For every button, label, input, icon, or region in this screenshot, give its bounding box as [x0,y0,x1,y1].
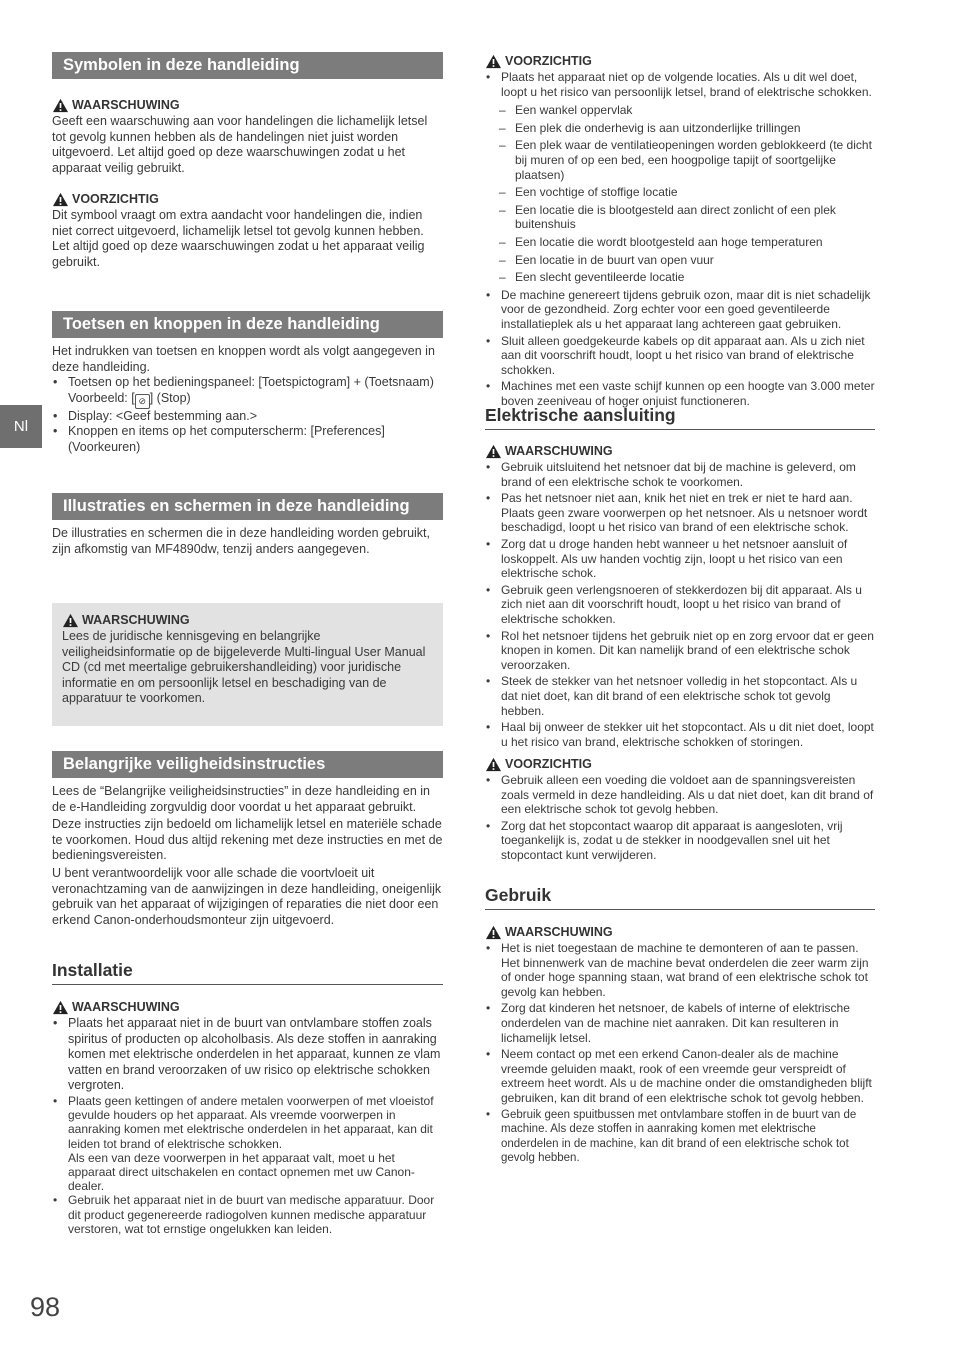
illustrations-content [52,526,443,557]
keys-content [52,344,443,456]
list-item: • Steek de stekker van het netsnoer volledig in het stopcontact. Als u dat niet doet, kan dit brand of een elektrische schok tot gevolg hebben. [485,674,875,718]
unsuitable-locations-list [485,103,875,285]
warning-label: WAARSCHUWING [82,613,190,627]
installation-list [52,1016,443,1236]
dash-item: – Een plek waar de ventilatieopeningen worden geblokkeerd (te dicht bij muren of op een bed, een hoogpolige tapijt of soortgelijke plaatsen) [485,138,875,182]
caution-triangle-icon [485,54,502,69]
stop-key-icon: ⊘ [135,394,150,409]
list-item: • Plaats het apparaat niet in de buurt van ontvlambare stoffen zoals spiritus of producten op alcoholbasis. Als deze stoffen in aanraking komen met elektrische onderdelen in het apparaat, kunnen ze vlam vatten en brand veroorzaken of uw risico op elektrische schokken vergroten. [52,1016,443,1094]
section-heading-illustrations: Illustraties en schermen in deze handleiding [52,493,443,520]
caution-heading [52,190,443,208]
warning-heading [62,611,433,629]
electrical-caution-list [485,773,875,863]
section-heading-symbols: Symbolen in deze handleiding [52,52,443,79]
warning-label: WAARSCHUWING [72,1000,180,1014]
warning-label: WAARSCHUWING [505,925,613,939]
use-warning-list [485,941,875,1166]
caution-label: VOORZICHTIG [72,192,159,206]
list-item: • Rol het netsnoer tijdens het gebruik niet op en zorg ervoor dat er geen knopen in komen. Dit kan namelijk brand of een elektrische schok veroorzaken. [485,629,875,673]
placement-list-more [485,288,875,409]
section-heading-use: Gebruik [485,885,875,910]
section-heading-electrical: Elektrische aansluiting [485,405,875,430]
list-item [52,1094,443,1193]
warning-description: Geeft een waarschuwing aan voor handelingen die lichamelijk letsel tot gevolg kunnen hebben als de handelingen niet juist worden uitgevoerd. Let altijd goed op deze waarschuwingen zodat u het apparaat veilig gebruikt. [52,114,428,175]
keys-list [52,375,443,455]
dash-item: – Een locatie die is blootgesteld aan direct zonlicht of een plek buitenshuis [485,203,875,232]
list-item: • De machine genereert tijdens gebruik ozon, maar dit is niet schadelijk voor de gezondheid. Zorg echter voor een goed geventileerde installatieplek als u het apparaat lang achtereen gaat gebruiken. [485,288,875,332]
electrical-warning [485,442,875,749]
dash-item: – Een slecht geventileerde locatie [485,270,875,285]
list-item: • Haal bij onweer de stekker uit het stopcontact. Als u dit niet doet, loopt u het risico van brand, elektrische schokken of storingen. [485,720,875,749]
placement-caution [485,52,875,408]
important-paragraph: Deze instructies zijn bedoeld om lichamelijk letsel en materiële schade te voorkomen. Houd dus altijd rekening met deze instructies en met de bedieningsvereisten. [52,817,443,863]
list-item: • Zorg dat kinderen het netsnoer, de kabels of interne of elektrische onderdelen van de machine niet aanraken. Dit kan resulteren in lichamelijk letsel. [485,1001,875,1045]
keys-intro: Het indrukken van toetsen en knoppen wordt als volgt aangegeven in deze handleiding. [52,344,435,374]
important-content [52,784,443,928]
warning-label: WAARSCHUWING [505,444,613,458]
electrical-caution [485,755,875,863]
dash-item: – Een vochtige of stoffige locatie [485,185,875,200]
language-tab: Nl [0,405,42,448]
symbols-caution [52,190,443,270]
list-item: • Display: <Geef bestemming aan.> [52,409,443,425]
list-item: • Gebruik geen verlengsnoeren of stekkerdozen bij dit apparaat. Als u zich niet aan dit voorschrift houdt, loopt u het risico van brand of elektrische schokken. [485,583,875,627]
list-item: • Gebruik uitsluitend het netsnoer dat bij de machine is geleverd, om brand of een elektrische schok te voorkomen. [485,460,875,489]
warning-triangle-icon [52,98,69,113]
list-item: • Plaats het apparaat niet op de volgende locaties. Als u dit wel doet, loopt u het risico van persoonlijk letsel, brand of elektrische schokken. [485,70,875,99]
list-item: • Gebruik geen spuitbussen met ontvlambare stoffen in de buurt van de machine. Als deze stoffen in aanraking komen met elektrische onderdelen in de machine, kan dit brand of een elektrische schok tot gevolg hebben. [485,1108,875,1166]
legal-warning-box [52,603,443,726]
dash-item: – Een wankel oppervlak [485,103,875,118]
dash-item: – Een plek die onderhevig is aan uitzonderlijke trillingen [485,121,875,136]
dash-item: – Een locatie die wordt blootgesteld aan hoge temperaturen [485,235,875,250]
list-item: • Machines met een vaste schijf kunnen op een hoogte van 3.000 meter boven zeeniveau of hoger onjuist functioneren. [485,379,875,408]
warning-triangle-icon [62,613,79,628]
installation-warning [52,998,443,1236]
warning-heading [485,442,875,460]
caution-description: Dit symbool vraagt om extra aandacht voor handelingen die, indien niet correct uitgevoerd, lichamelijk letsel tot gevolg kunnen hebben. Let altijd goed op deze waarschuwingen zodat u het apparaat veilig gebruikt. [52,208,425,269]
warning-heading [52,96,443,114]
section-heading-important: Belangrijke veiligheidsinstructies [52,751,443,778]
legal-warning-text: Lees de juridische kennisgeving en belangrijke veiligheidsinformatie op de bijgeleverde Multi-lingual User Manual CD (cd met meertalige gebruikershandleiding) voor juridische informatie en om persoonlijk letsel en beschadiging van de apparatuur te voorkomen. [62,629,426,706]
list-item: • Knoppen en items op het computerscherm: [Preferences] (Voorkeuren) [52,424,443,455]
caution-label: VOORZICHTIG [505,757,592,771]
list-item: • Zorg dat het stopcontact waarop dit apparaat is aangesloten, vrij toegankelijk is, zodat u de stekker in noodgevallen snel uit het stopcontact kunt verwijderen. [485,819,875,863]
caution-heading [485,52,875,70]
caution-triangle-icon [52,192,69,207]
section-heading-keys: Toetsen en knoppen in deze handleiding [52,311,443,338]
warning-heading [52,998,443,1016]
list-item: • Zorg dat u droge handen hebt wanneer u het netsnoer aansluit of loskoppelt. Als uw handen vochtig zijn, loopt u het risico van een elektrische schok. [485,537,875,581]
illustrations-text: De illustraties en schermen die in deze handleiding worden gebruikt, zijn afkomstig van MF4890dw, tenzij anders aangegeven. [52,526,430,556]
warning-heading [485,923,875,941]
use-warning [485,923,875,1166]
list-item: • Sluit alleen goedgekeurde kabels op dit apparaat aan. Als u zich niet aan dit voorschrift houdt, loopt u het risico van brand of elektrische schokken. [485,334,875,378]
electrical-warning-list [485,460,875,749]
caution-label: VOORZICHTIG [505,54,592,68]
dash-item: – Een locatie in de buurt van open vuur [485,253,875,268]
list-item [52,375,443,409]
caution-triangle-icon [485,757,502,772]
keys-item-text: Toetsen op het bedieningspaneel: [Toetspictogram] + (Toetsnaam) [68,375,434,390]
list-item: • Het is niet toegestaan de machine te demonteren of aan te passen. Het binnenwerk van de machine bevat onderdelen die zeer warm zijn of onder hoge spanning staan, wat brand of een elektrische schok tot gevolg kan hebben. [485,941,875,999]
important-paragraph: U bent verantwoordelijk voor alle schade die voortvloeit uit veronachtzaming van de aanwijzingen in deze handleiding, oneigenlijk gebruik van het apparaat of wijzigingen of reparaties die niet door een erkend Canon-onderhoudsmonteur zijn uitgevoerd. [52,865,442,927]
caution-heading [485,755,875,773]
list-item: • Gebruik alleen een voeding die voldoet aan de spanningsvereisten zoals vermeld in deze handleiding. Als u dat niet doet, kan dit brand of een elektrische schok tot gevolg hebben. [485,773,875,817]
warning-triangle-icon [485,444,502,459]
placement-list [485,70,875,99]
section-heading-installation: Installatie [52,960,443,985]
example-suffix: ] (Stop) [149,390,191,405]
warning-label: WAARSCHUWING [72,98,180,112]
important-paragraph: Lees de “Belangrijke veiligheidsinstructies” in deze handleiding en in de e-Handleiding zorgvuldig door voordat u het apparaat gebruikt. [52,784,431,814]
list-item: • Gebruik het apparaat niet in de buurt van medische apparatuur. Door dit product gegenereerde radiogolven kunnen medische apparatuur verstoren, wat tot ernstige ongelukken kan leiden. [52,1193,443,1236]
warning-triangle-icon [485,925,502,940]
symbols-warning [52,96,443,176]
example-prefix: Voorbeeld: [ [68,390,135,405]
list-item: • Neem contact op met een erkend Canon-dealer als de machine vreemde geluiden maakt, rook of een vreemde geur verspreidt of extreem heet wordt. Als u de machine onder die omstandigheden blijft gebruiken, kan dit brand of een elektrische schok tot gevolg hebben. [485,1047,875,1105]
warning-triangle-icon [52,1000,69,1015]
list-item-text: Plaats geen kettingen of andere metalen voorwerpen of met vloeistof gevulde houders op het apparaat. Als vreemde voorwerpen in aanraking komen met elektrische onderdelen in het apparaat, kan dit leiden tot brand of elektrische schokken. [68,1093,434,1151]
list-item: • Pas het netsnoer niet aan, knik het niet en trek er niet te hard aan. Plaats geen zware voorwerpen op het netsnoer. Als u netsnoer wordt beschadigd, loopt u het risico van brand of een elektrische schok. [485,491,875,535]
page-number: 98 [30,1292,61,1322]
list-item-extra: Als een van deze voorwerpen in het apparaat valt, moet u het apparaat direct uitschakelen en contact opnemen met uw Canon-dealer. [68,1150,415,1194]
